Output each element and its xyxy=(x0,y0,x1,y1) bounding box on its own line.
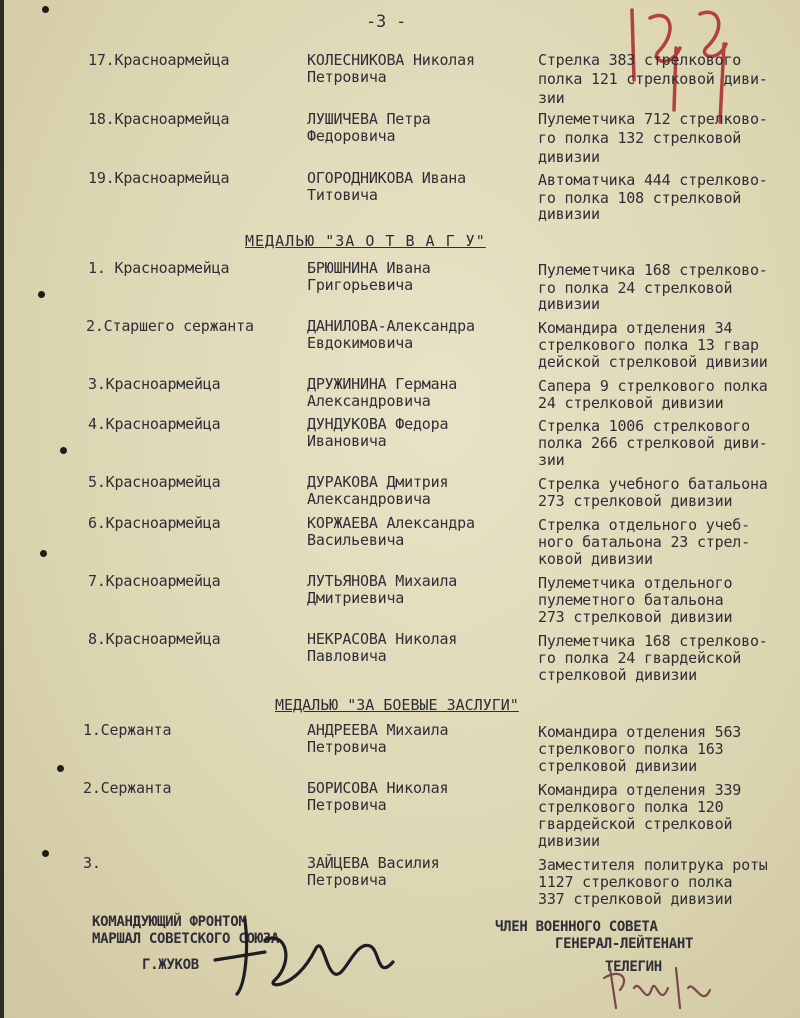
entry-name-line1: ДУНДУКОВА Федора xyxy=(307,415,449,433)
entry-name-line2: Васильевича xyxy=(307,531,405,549)
entry-unit-line1: Пулеметчика отдельного xyxy=(538,574,733,592)
entry-name-line2: Федоровича xyxy=(307,127,396,145)
section-heading-merit: МЕДАЛЬЮ "ЗА БОЕВЫЕ ЗАСЛУГИ" xyxy=(275,696,519,714)
entry-name-line2: Александровича xyxy=(307,490,431,508)
entry-name-line2: Петровича xyxy=(307,738,387,756)
entry-rank: 5.Красноармейца xyxy=(88,473,221,491)
entry-rank: 1. Красноармейца xyxy=(88,259,230,277)
entry-rank: 2.Сержанта xyxy=(83,779,172,797)
binder-hole xyxy=(42,6,49,13)
entry-unit-line4: дивизии xyxy=(538,832,600,850)
entry-unit-line2: ного батальона 23 стрел- xyxy=(538,533,750,551)
entry-name-line1: ДУРАКОВА Дмитрия xyxy=(307,473,449,491)
entry-name-line2: Титовича xyxy=(307,186,378,204)
entry-unit-line1: Пулеметчика 168 стрелково- xyxy=(538,632,768,650)
signature-left-title: КОМАНДУЮЩИЙ ФРОНТОМ xyxy=(92,914,247,930)
signature-right-name: ТЕЛЕГИН xyxy=(605,959,662,975)
signature-left-name: Г.ЖУКОВ xyxy=(142,957,199,973)
entry-unit-line3: дейской стрелковой дивизии xyxy=(538,353,768,371)
entry-name-line1: БРЮШНИНА Ивана xyxy=(307,259,431,277)
entry-unit-line1: Пулеметчика 712 стрелково- xyxy=(538,110,768,128)
entry-name-line2: Александровича xyxy=(307,392,431,410)
binder-hole xyxy=(60,447,67,454)
signature-right-title: ЧЛЕН ВОЕННОГО СОВЕТА xyxy=(495,919,658,935)
signature-left-rank: МАРШАЛ СОВЕТСКОГО СОЮЗА xyxy=(92,931,279,947)
entry-unit-line3: зии xyxy=(538,89,565,107)
entry-unit-line1: Командира отделения 34 xyxy=(538,319,733,337)
entry-unit-line1: Командира отделения 563 xyxy=(538,723,742,741)
entry-name-line1: КОРЖАЕВА Александра xyxy=(307,514,475,532)
entry-unit-line3: стрелковой дивизии xyxy=(538,757,697,775)
entry-unit-line3: 273 стрелковой дивизии xyxy=(538,608,733,626)
entry-rank: 2.Старшего сержанта xyxy=(86,317,254,335)
signature-right-scribble xyxy=(590,948,740,1018)
binder-hole xyxy=(57,765,64,772)
entry-unit-line1: Стрелка 1006 стрелкового xyxy=(538,417,750,435)
entry-unit-line2: 24 стрелковой дивизии xyxy=(538,394,724,412)
entry-unit-line2: полка 266 стрелковой диви- xyxy=(538,434,768,452)
entry-name-line2: Евдокимовича xyxy=(307,334,413,352)
entry-rank: 19.Красноармейца xyxy=(88,169,230,187)
entry-rank: 3. xyxy=(83,854,101,872)
entry-name-line1: ДАНИЛОВА-Александра xyxy=(307,317,475,335)
entry-unit-line2: го полка 108 стрелковой xyxy=(538,189,742,207)
entry-name-line1: ЛУШИЧЕВА Петра xyxy=(307,110,431,128)
binder-hole xyxy=(42,850,49,857)
entry-rank: 17.Красноармейца xyxy=(88,51,230,69)
entry-unit-line2: стрелкового полка 13 гвар xyxy=(538,336,759,354)
entry-name-line2: Петровича xyxy=(307,68,387,86)
section-heading-bravery: МЕДАЛЬЮ "ЗА О Т В А Г У" xyxy=(245,232,486,250)
entry-rank: 3.Красноармейца xyxy=(88,375,221,393)
binder-hole xyxy=(38,291,45,298)
entry-unit-line2: го полка 24 гвардейской xyxy=(538,649,742,667)
entry-name-line2: Григорьевича xyxy=(307,276,413,294)
entry-rank: 6.Красноармейца xyxy=(88,514,221,532)
entry-unit-line1: Пулеметчика 168 стрелково- xyxy=(538,261,768,279)
entry-name-line1: АНДРЕЕВА Михаила xyxy=(307,721,449,739)
entry-name-line2: Петровича xyxy=(307,871,387,889)
entry-rank: 1.Сержанта xyxy=(83,721,172,739)
entry-name-line1: НЕКРАСОВА Николая xyxy=(307,630,458,648)
entry-unit-line2: стрелкового полка 120 xyxy=(538,798,724,816)
entry-unit-line1: Стрелка 383 стрелкового xyxy=(538,51,742,69)
entry-unit-line2: 273 стрелковой дивизии xyxy=(538,492,733,510)
entry-name-line2: Дмитриевича xyxy=(307,589,405,607)
signature-right-rank: ГЕНЕРАЛ-ЛЕЙТЕНАНТ xyxy=(555,936,694,952)
entry-rank: 18.Красноармейца xyxy=(88,110,230,128)
entry-unit-line1: Автоматчика 444 стрелково- xyxy=(538,171,768,189)
entry-unit-line1: Сапера 9 стрелкового полка xyxy=(538,377,768,395)
entry-name-line1: ОГОРОДНИКОВА Ивана xyxy=(307,169,466,187)
entry-name-line1: ДРУЖИНИНА Германа xyxy=(307,375,458,393)
entry-rank: 8.Красноармейца xyxy=(88,630,221,648)
entry-unit-line3: дивизии xyxy=(538,148,600,166)
entry-unit-line3: 337 стрелковой дивизии xyxy=(538,890,733,908)
entry-name-line1: БОРИСОВА Николая xyxy=(307,779,449,797)
entry-unit-line1: Заместителя политрука роты xyxy=(538,856,768,874)
entry-unit-line2: пулеметного батальона xyxy=(538,591,724,609)
entry-unit-line3: стрелковой дивизии xyxy=(538,666,697,684)
entry-name-line1: ЛУТЬЯНОВА Михаила xyxy=(307,572,458,590)
entry-unit-line2: полка 121 стрелковой диви- xyxy=(538,70,768,88)
entry-name-line1: ЗАЙЦЕВА Василия xyxy=(307,854,440,872)
entry-unit-line1: Стрелка учебного батальона xyxy=(538,475,768,493)
entry-unit-line3: зии xyxy=(538,451,565,469)
signature-left-scribble xyxy=(205,890,405,1000)
entry-unit-line3: ковой дивизии xyxy=(538,550,653,568)
entry-name-line2: Петровича xyxy=(307,796,387,814)
page-edge xyxy=(0,0,4,1018)
entry-unit-line2: го полка 132 стрелковой xyxy=(538,129,742,147)
entry-unit-line2: го полка 24 стрелковой xyxy=(538,279,733,297)
entry-unit-line2: стрелкового полка 163 xyxy=(538,740,724,758)
entry-name-line2: Павловича xyxy=(307,647,387,665)
entry-unit-line3: дивизии xyxy=(538,205,600,223)
entry-name-line1: КОЛЕСНИКОВА Николая xyxy=(307,51,475,69)
entry-rank: 7.Красноармейца xyxy=(88,572,221,590)
entry-unit-line1: Стрелка отдельного учеб- xyxy=(538,516,750,534)
page-number: -3 - xyxy=(366,12,407,32)
entry-unit-line2: 1127 стрелкового полка xyxy=(538,873,733,891)
entry-rank: 4.Красноармейца xyxy=(88,415,221,433)
entry-unit-line3: дивизии xyxy=(538,295,600,313)
entry-unit-line3: гвардейской стрелковой xyxy=(538,815,733,833)
entry-unit-line1: Командира отделения 339 xyxy=(538,781,742,799)
entry-name-line2: Ивановича xyxy=(307,432,387,450)
binder-hole xyxy=(40,550,47,557)
